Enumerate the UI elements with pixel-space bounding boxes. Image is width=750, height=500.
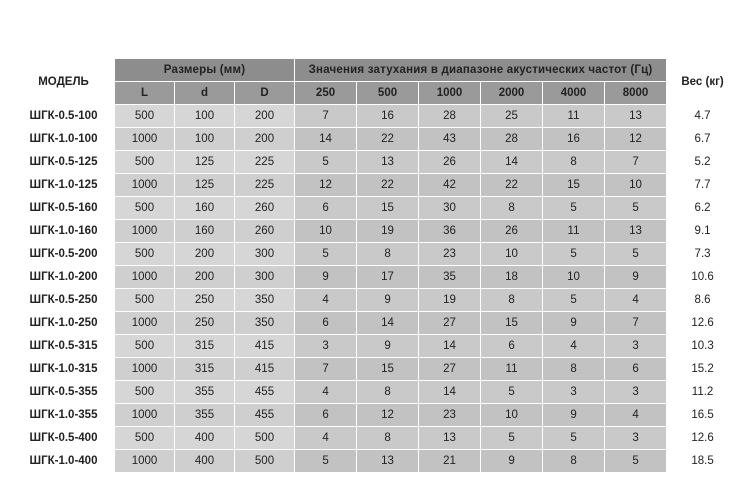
cell-weight: 11.2 bbox=[667, 381, 739, 404]
subheader-freq-250: 250 bbox=[295, 82, 357, 105]
cell-freq-1000: 14 bbox=[419, 335, 481, 358]
cell-weight: 12.6 bbox=[667, 427, 739, 450]
cell-length: 500 bbox=[115, 151, 175, 174]
cell-freq-250: 14 bbox=[295, 128, 357, 151]
cell-weight: 16.5 bbox=[667, 404, 739, 427]
cell-freq-8000: 13 bbox=[605, 105, 667, 128]
table-row bbox=[13, 220, 739, 243]
cell-freq-500: 13 bbox=[357, 450, 419, 473]
cell-model: ШГК-0.5-250 bbox=[13, 289, 115, 312]
cell-freq-500: 15 bbox=[357, 358, 419, 381]
subheader-freq-4000: 4000 bbox=[543, 82, 605, 105]
cell-outer-diameter: 200 bbox=[235, 128, 295, 151]
cell-length: 1000 bbox=[115, 358, 175, 381]
cell-inner-diameter: 355 bbox=[175, 381, 235, 404]
subheader-freq-500: 500 bbox=[357, 82, 419, 105]
cell-freq-8000: 13 bbox=[605, 220, 667, 243]
cell-model: ШГК-1.0-400 bbox=[13, 450, 115, 473]
cell-inner-diameter: 250 bbox=[175, 312, 235, 335]
cell-weight: 15.2 bbox=[667, 358, 739, 381]
table-row bbox=[13, 128, 739, 151]
cell-length: 1000 bbox=[115, 450, 175, 473]
cell-freq-500: 22 bbox=[357, 174, 419, 197]
cell-model: ШГК-1.0-250 bbox=[13, 312, 115, 335]
cell-freq-4000: 10 bbox=[543, 266, 605, 289]
cell-freq-2000: 15 bbox=[481, 312, 543, 335]
cell-freq-2000: 14 bbox=[481, 151, 543, 174]
cell-freq-8000: 3 bbox=[605, 335, 667, 358]
cell-freq-2000: 11 bbox=[481, 358, 543, 381]
table-row bbox=[13, 404, 739, 427]
cell-length: 500 bbox=[115, 381, 175, 404]
cell-model: ШГК-0.5-125 bbox=[13, 151, 115, 174]
table-row bbox=[13, 266, 739, 289]
cell-freq-2000: 5 bbox=[481, 381, 543, 404]
cell-freq-8000: 4 bbox=[605, 289, 667, 312]
cell-freq-4000: 3 bbox=[543, 381, 605, 404]
cell-freq-4000: 5 bbox=[543, 243, 605, 266]
cell-model: ШГК-0.5-100 bbox=[13, 105, 115, 128]
cell-freq-2000: 10 bbox=[481, 243, 543, 266]
cell-model: ШГК-1.0-315 bbox=[13, 358, 115, 381]
cell-freq-8000: 5 bbox=[605, 243, 667, 266]
header-row-groups bbox=[13, 59, 739, 82]
cell-length: 500 bbox=[115, 289, 175, 312]
cell-length: 1000 bbox=[115, 404, 175, 427]
table-row bbox=[13, 427, 739, 450]
cell-outer-diameter: 300 bbox=[235, 266, 295, 289]
subheader-outer-diameter: D bbox=[235, 82, 295, 105]
cell-length: 500 bbox=[115, 335, 175, 358]
cell-freq-250: 10 bbox=[295, 220, 357, 243]
cell-outer-diameter: 225 bbox=[235, 174, 295, 197]
cell-weight: 8.6 bbox=[667, 289, 739, 312]
cell-freq-8000: 5 bbox=[605, 197, 667, 220]
cell-outer-diameter: 455 bbox=[235, 404, 295, 427]
table-row bbox=[13, 197, 739, 220]
subheader-freq-2000: 2000 bbox=[481, 82, 543, 105]
cell-freq-2000: 10 bbox=[481, 404, 543, 427]
cell-freq-1000: 27 bbox=[419, 312, 481, 335]
cell-freq-8000: 12 bbox=[605, 128, 667, 151]
subheader-inner-diameter: d bbox=[175, 82, 235, 105]
cell-freq-250: 4 bbox=[295, 289, 357, 312]
cell-inner-diameter: 200 bbox=[175, 243, 235, 266]
cell-model: ШГК-1.0-200 bbox=[13, 266, 115, 289]
table-row bbox=[13, 243, 739, 266]
cell-freq-1000: 13 bbox=[419, 427, 481, 450]
table-row bbox=[13, 151, 739, 174]
cell-freq-500: 12 bbox=[357, 404, 419, 427]
cell-weight: 12.6 bbox=[667, 312, 739, 335]
cell-freq-500: 16 bbox=[357, 105, 419, 128]
cell-freq-8000: 5 bbox=[605, 450, 667, 473]
table-row bbox=[13, 335, 739, 358]
cell-model: ШГК-0.5-355 bbox=[13, 381, 115, 404]
cell-freq-250: 5 bbox=[295, 450, 357, 473]
cell-freq-4000: 9 bbox=[543, 312, 605, 335]
cell-freq-4000: 4 bbox=[543, 335, 605, 358]
cell-length: 500 bbox=[115, 243, 175, 266]
cell-freq-8000: 7 bbox=[605, 312, 667, 335]
cell-inner-diameter: 100 bbox=[175, 128, 235, 151]
cell-freq-500: 8 bbox=[357, 243, 419, 266]
cell-freq-8000: 10 bbox=[605, 174, 667, 197]
table-row bbox=[13, 105, 739, 128]
cell-length: 1000 bbox=[115, 266, 175, 289]
cell-freq-4000: 5 bbox=[543, 289, 605, 312]
cell-model: ШГК-0.5-200 bbox=[13, 243, 115, 266]
cell-inner-diameter: 160 bbox=[175, 197, 235, 220]
cell-length: 500 bbox=[115, 427, 175, 450]
cell-freq-250: 6 bbox=[295, 197, 357, 220]
cell-freq-4000: 11 bbox=[543, 105, 605, 128]
cell-freq-4000: 9 bbox=[543, 404, 605, 427]
table-header bbox=[13, 59, 739, 105]
cell-freq-8000: 6 bbox=[605, 358, 667, 381]
cell-outer-diameter: 350 bbox=[235, 289, 295, 312]
cell-freq-8000: 9 bbox=[605, 266, 667, 289]
cell-weight: 7.3 bbox=[667, 243, 739, 266]
cell-freq-4000: 8 bbox=[543, 358, 605, 381]
cell-freq-250: 12 bbox=[295, 174, 357, 197]
cell-freq-4000: 15 bbox=[543, 174, 605, 197]
cell-outer-diameter: 300 bbox=[235, 243, 295, 266]
cell-freq-4000: 8 bbox=[543, 151, 605, 174]
cell-freq-1000: 21 bbox=[419, 450, 481, 473]
cell-freq-1000: 19 bbox=[419, 289, 481, 312]
table-body bbox=[13, 105, 739, 473]
cell-freq-1000: 27 bbox=[419, 358, 481, 381]
cell-inner-diameter: 315 bbox=[175, 358, 235, 381]
cell-freq-2000: 6 bbox=[481, 335, 543, 358]
cell-freq-1000: 23 bbox=[419, 404, 481, 427]
cell-length: 1000 bbox=[115, 128, 175, 151]
cell-model: ШГК-1.0-355 bbox=[13, 404, 115, 427]
cell-length: 1000 bbox=[115, 312, 175, 335]
cell-outer-diameter: 260 bbox=[235, 197, 295, 220]
cell-freq-1000: 28 bbox=[419, 105, 481, 128]
cell-freq-8000: 4 bbox=[605, 404, 667, 427]
cell-freq-250: 4 bbox=[295, 427, 357, 450]
table-row bbox=[13, 450, 739, 473]
cell-inner-diameter: 355 bbox=[175, 404, 235, 427]
cell-inner-diameter: 125 bbox=[175, 151, 235, 174]
table-row bbox=[13, 381, 739, 404]
cell-freq-2000: 22 bbox=[481, 174, 543, 197]
cell-weight: 6.2 bbox=[667, 197, 739, 220]
cell-inner-diameter: 100 bbox=[175, 105, 235, 128]
cell-model: ШГК-1.0-160 bbox=[13, 220, 115, 243]
cell-freq-1000: 35 bbox=[419, 266, 481, 289]
cell-inner-diameter: 400 bbox=[175, 427, 235, 450]
cell-outer-diameter: 415 bbox=[235, 358, 295, 381]
cell-freq-1000: 36 bbox=[419, 220, 481, 243]
cell-freq-500: 9 bbox=[357, 335, 419, 358]
cell-model: ШГК-0.5-160 bbox=[13, 197, 115, 220]
cell-freq-500: 8 bbox=[357, 381, 419, 404]
cell-freq-500: 9 bbox=[357, 289, 419, 312]
cell-freq-4000: 11 bbox=[543, 220, 605, 243]
cell-freq-500: 15 bbox=[357, 197, 419, 220]
cell-freq-1000: 30 bbox=[419, 197, 481, 220]
cell-model: ШГК-1.0-100 bbox=[13, 128, 115, 151]
cell-freq-250: 4 bbox=[295, 381, 357, 404]
cell-length: 1000 bbox=[115, 220, 175, 243]
cell-freq-4000: 5 bbox=[543, 197, 605, 220]
table-row bbox=[13, 312, 739, 335]
cell-outer-diameter: 200 bbox=[235, 105, 295, 128]
cell-freq-8000: 3 bbox=[605, 427, 667, 450]
cell-length: 1000 bbox=[115, 174, 175, 197]
cell-freq-4000: 5 bbox=[543, 427, 605, 450]
cell-model: ШГК-0.5-315 bbox=[13, 335, 115, 358]
table-row bbox=[13, 289, 739, 312]
subheader-length: L bbox=[115, 82, 175, 105]
weight-column-header: Вес (кг) bbox=[667, 59, 739, 105]
cell-length: 500 bbox=[115, 197, 175, 220]
cell-freq-1000: 14 bbox=[419, 381, 481, 404]
cell-outer-diameter: 225 bbox=[235, 151, 295, 174]
cell-outer-diameter: 260 bbox=[235, 220, 295, 243]
cell-freq-500: 22 bbox=[357, 128, 419, 151]
cell-freq-2000: 26 bbox=[481, 220, 543, 243]
cell-freq-250: 5 bbox=[295, 151, 357, 174]
cell-freq-1000: 43 bbox=[419, 128, 481, 151]
cell-outer-diameter: 455 bbox=[235, 381, 295, 404]
cell-length: 500 bbox=[115, 105, 175, 128]
cell-freq-250: 6 bbox=[295, 404, 357, 427]
cell-freq-250: 5 bbox=[295, 243, 357, 266]
cell-inner-diameter: 125 bbox=[175, 174, 235, 197]
cell-freq-250: 3 bbox=[295, 335, 357, 358]
subheader-freq-8000: 8000 bbox=[605, 82, 667, 105]
cell-inner-diameter: 400 bbox=[175, 450, 235, 473]
cell-inner-diameter: 200 bbox=[175, 266, 235, 289]
cell-freq-500: 13 bbox=[357, 151, 419, 174]
cell-freq-4000: 16 bbox=[543, 128, 605, 151]
cell-freq-2000: 28 bbox=[481, 128, 543, 151]
subheader-freq-1000: 1000 bbox=[419, 82, 481, 105]
cell-weight: 6.7 bbox=[667, 128, 739, 151]
cell-freq-1000: 26 bbox=[419, 151, 481, 174]
cell-outer-diameter: 415 bbox=[235, 335, 295, 358]
cell-freq-2000: 18 bbox=[481, 266, 543, 289]
model-column-header: МОДЕЛЬ bbox=[13, 59, 115, 105]
cell-freq-500: 14 bbox=[357, 312, 419, 335]
cell-freq-250: 6 bbox=[295, 312, 357, 335]
cell-freq-2000: 5 bbox=[481, 427, 543, 450]
cell-freq-250: 9 bbox=[295, 266, 357, 289]
cell-inner-diameter: 160 bbox=[175, 220, 235, 243]
attenuation-group-header: Значения затухания в диапазоне акустических частот (Гц) bbox=[295, 59, 667, 82]
cell-freq-1000: 23 bbox=[419, 243, 481, 266]
dimensions-group-header: Размеры (мм) bbox=[115, 59, 295, 82]
table-row bbox=[13, 174, 739, 197]
silencer-spec-table bbox=[12, 58, 739, 473]
cell-weight: 4.7 bbox=[667, 105, 739, 128]
cell-inner-diameter: 315 bbox=[175, 335, 235, 358]
cell-weight: 5.2 bbox=[667, 151, 739, 174]
cell-freq-2000: 8 bbox=[481, 197, 543, 220]
cell-freq-2000: 8 bbox=[481, 289, 543, 312]
cell-inner-diameter: 250 bbox=[175, 289, 235, 312]
cell-freq-250: 7 bbox=[295, 105, 357, 128]
cell-freq-2000: 25 bbox=[481, 105, 543, 128]
cell-freq-500: 19 bbox=[357, 220, 419, 243]
cell-weight: 10.3 bbox=[667, 335, 739, 358]
cell-freq-500: 8 bbox=[357, 427, 419, 450]
cell-outer-diameter: 350 bbox=[235, 312, 295, 335]
cell-weight: 10.6 bbox=[667, 266, 739, 289]
cell-outer-diameter: 500 bbox=[235, 450, 295, 473]
cell-weight: 9.1 bbox=[667, 220, 739, 243]
cell-model: ШГК-1.0-125 bbox=[13, 174, 115, 197]
cell-freq-500: 17 bbox=[357, 266, 419, 289]
cell-freq-1000: 42 bbox=[419, 174, 481, 197]
header-row-subs bbox=[13, 82, 739, 105]
table-row bbox=[13, 358, 739, 381]
cell-outer-diameter: 500 bbox=[235, 427, 295, 450]
cell-freq-8000: 3 bbox=[605, 381, 667, 404]
cell-weight: 7.7 bbox=[667, 174, 739, 197]
cell-weight: 18.5 bbox=[667, 450, 739, 473]
cell-model: ШГК-0.5-400 bbox=[13, 427, 115, 450]
cell-freq-4000: 8 bbox=[543, 450, 605, 473]
cell-freq-8000: 7 bbox=[605, 151, 667, 174]
cell-freq-2000: 9 bbox=[481, 450, 543, 473]
cell-freq-250: 7 bbox=[295, 358, 357, 381]
